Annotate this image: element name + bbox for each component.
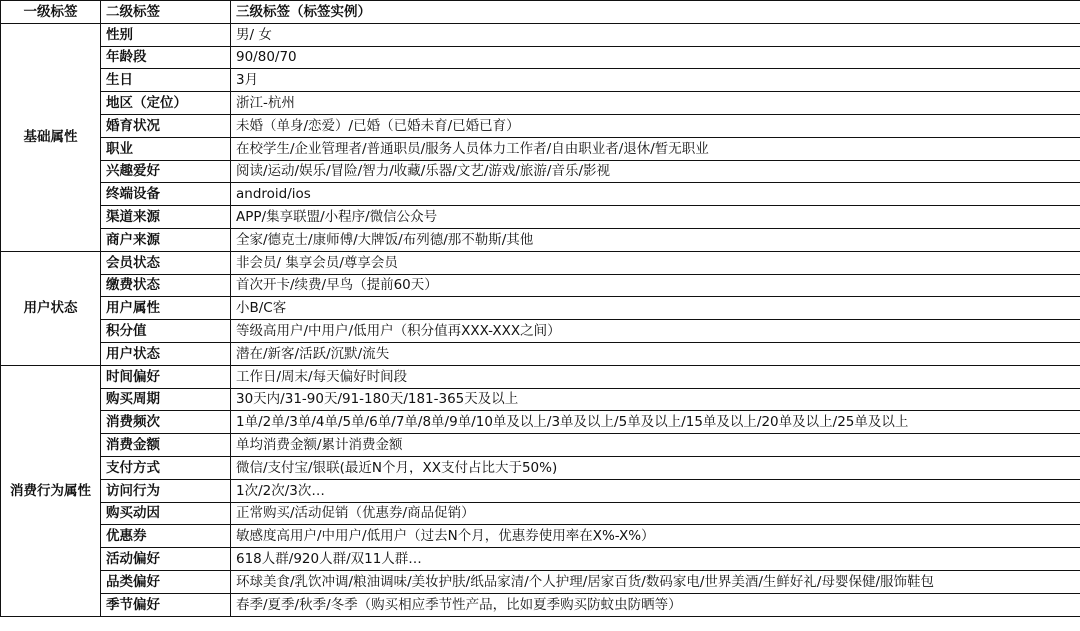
level3-examples: 在校学生/企业管理者/普通职员/服务人员体力工作者/自由职业者/退休/暂无职业	[231, 137, 1080, 160]
level2-tag: 兴趣爱好	[101, 160, 231, 183]
table-row	[1, 274, 1080, 297]
level1-category: 用户状态	[1, 251, 101, 365]
level2-tag: 地区（定位）	[101, 92, 231, 115]
level2-tag: 缴费状态	[101, 274, 231, 297]
header-level2: 二级标签	[101, 1, 231, 24]
table-row	[1, 160, 1080, 183]
table-row	[1, 479, 1080, 502]
level3-examples: 工作日/周末/每天偏好时间段	[231, 365, 1080, 388]
table-row	[1, 548, 1080, 571]
table-row	[1, 502, 1080, 525]
table-row	[1, 456, 1080, 479]
table-row	[1, 570, 1080, 593]
table-row	[1, 46, 1080, 69]
table-row	[1, 251, 1080, 274]
level3-examples: APP/集享联盟/小程序/微信公众号	[231, 206, 1080, 229]
header-level3: 三级标签（标签实例）	[231, 1, 1080, 24]
level3-examples: 阅读/运动/娱乐/冒险/智力/收藏/乐器/文艺/游戏/旅游/音乐/影视	[231, 160, 1080, 183]
level3-examples: 1次/2次/3次…	[231, 479, 1080, 502]
table-row	[1, 69, 1080, 92]
level3-examples: 3月	[231, 69, 1080, 92]
level2-tag: 职业	[101, 137, 231, 160]
level3-examples: 618人群/920人群/双11人群…	[231, 548, 1080, 571]
level2-tag: 访问行为	[101, 479, 231, 502]
level2-tag: 支付方式	[101, 456, 231, 479]
table-row	[1, 342, 1080, 365]
level3-examples: 全家/德克士/康师傅/大牌饭/布列德/那不勒斯/其他	[231, 228, 1080, 251]
table-row	[1, 23, 1080, 46]
level2-tag: 年龄段	[101, 46, 231, 69]
table-row	[1, 206, 1080, 229]
table-row	[1, 388, 1080, 411]
level2-tag: 活动偏好	[101, 548, 231, 571]
header-row	[1, 1, 1080, 24]
level3-examples: 30天内/31-90天/91-180天/181-365天及以上	[231, 388, 1080, 411]
level2-tag: 用户状态	[101, 342, 231, 365]
level3-examples: 微信/支付宝/银联(最近N个月，XX支付占比大于50%)	[231, 456, 1080, 479]
table-row	[1, 525, 1080, 548]
level1-category: 消费行为属性	[1, 365, 101, 616]
level3-examples: 正常购买/活动促销（优惠券/商品促销）	[231, 502, 1080, 525]
level2-tag: 时间偏好	[101, 365, 231, 388]
level3-examples: 潜在/新客/活跃/沉默/流失	[231, 342, 1080, 365]
table-row	[1, 137, 1080, 160]
level3-examples: 首次开卡/续费/早鸟（提前60天）	[231, 274, 1080, 297]
table-row	[1, 434, 1080, 457]
table-row	[1, 228, 1080, 251]
table-row	[1, 365, 1080, 388]
level3-examples: 春季/夏季/秋季/冬季（购买相应季节性产品，比如夏季购买防蚊虫防晒等）	[231, 593, 1080, 616]
table-row	[1, 114, 1080, 137]
level2-tag: 会员状态	[101, 251, 231, 274]
table-row	[1, 92, 1080, 115]
level3-examples: 非会员/ 集享会员/尊享会员	[231, 251, 1080, 274]
level3-examples: 等级高用户/中用户/低用户（积分值再XXX-XXX之间）	[231, 320, 1080, 343]
level3-examples: 90/80/70	[231, 46, 1080, 69]
table-row	[1, 411, 1080, 434]
level3-examples: 单均消费金额/累计消费金额	[231, 434, 1080, 457]
level2-tag: 品类偏好	[101, 570, 231, 593]
level2-tag: 渠道来源	[101, 206, 231, 229]
level3-examples: android/ios	[231, 183, 1080, 206]
table-row	[1, 593, 1080, 616]
level3-examples: 敏感度高用户/中用户/低用户（过去N个月，优惠券使用率在X%-X%）	[231, 525, 1080, 548]
level2-tag: 生日	[101, 69, 231, 92]
level2-tag: 婚育状况	[101, 114, 231, 137]
level2-tag: 终端设备	[101, 183, 231, 206]
table-row	[1, 297, 1080, 320]
header-level1: 一级标签	[1, 1, 101, 24]
level3-examples: 浙江-杭州	[231, 92, 1080, 115]
level2-tag: 消费频次	[101, 411, 231, 434]
level3-examples: 未婚（单身/恋爱）/已婚（已婚未育/已婚已育）	[231, 114, 1080, 137]
level2-tag: 购买动因	[101, 502, 231, 525]
table-row	[1, 320, 1080, 343]
level2-tag: 季节偏好	[101, 593, 231, 616]
level1-category: 基础属性	[1, 23, 101, 251]
level3-examples: 1单/2单/3单/4单/5单/6单/7单/8单/9单/10单及以上/3单及以上/5单及以上/15单及以上/20单及以上/25单及以上	[231, 411, 1080, 434]
level3-examples: 小B/C客	[231, 297, 1080, 320]
level3-examples: 男/ 女	[231, 23, 1080, 46]
level2-tag: 性别	[101, 23, 231, 46]
level2-tag: 购买周期	[101, 388, 231, 411]
level3-examples: 环球美食/乳饮冲调/粮油调味/美妆护肤/纸品家清/个人护理/居家百货/数码家电/世界美酒/生鲜好礼/母婴保健/服饰鞋包	[231, 570, 1080, 593]
level2-tag: 优惠券	[101, 525, 231, 548]
level2-tag: 用户属性	[101, 297, 231, 320]
level2-tag: 商户来源	[101, 228, 231, 251]
level2-tag: 积分值	[101, 320, 231, 343]
level2-tag: 消费金额	[101, 434, 231, 457]
table-row	[1, 183, 1080, 206]
